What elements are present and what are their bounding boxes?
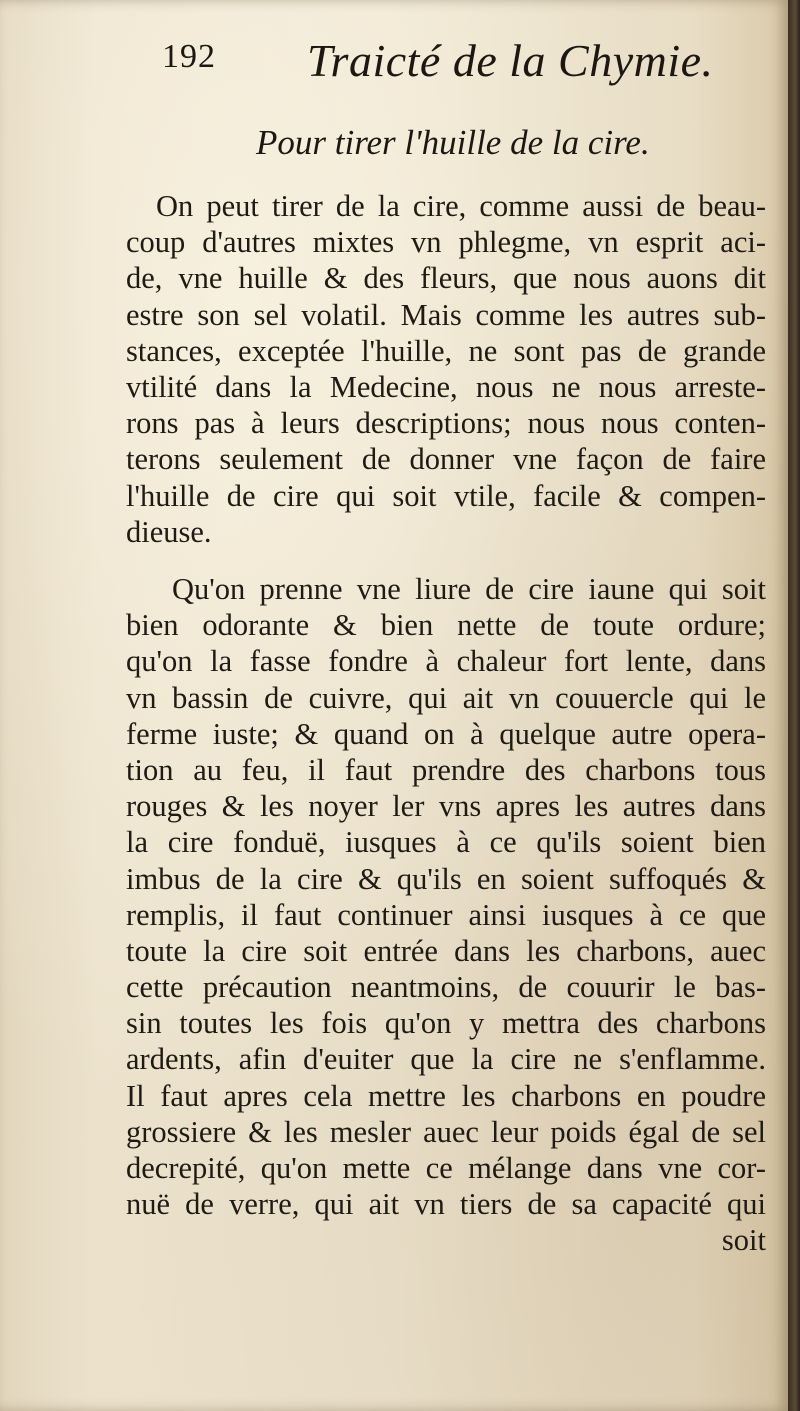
- text-line: l'huille de cire qui soit vtile, facile & compen-: [126, 478, 766, 513]
- text-line: stances, exceptée l'huille, ne sont pas de grande: [126, 333, 766, 368]
- text-line: estre son sel volatil. Mais comme les autres sub-: [126, 297, 766, 332]
- text-line: decrepité, qu'on mette ce mélange dans vne cor-: [126, 1151, 766, 1185]
- text-line: tion au feu, il faut prendre des charbons tous: [126, 752, 766, 787]
- text-line: remplis, il faut continuer ainsi iusques à ce que: [126, 897, 766, 932]
- text-line: toute la cire soit entrée dans les charbons, auec: [126, 933, 766, 968]
- text-line: grossiere & les mesler auec leur poids égal de sel: [126, 1114, 766, 1149]
- text-line: terons seulement de donner vne façon de faire: [126, 442, 766, 477]
- paragraph-2: [126, 571, 766, 1259]
- text-line: ferme iuste; & quand on à quelque autre opera-: [126, 716, 766, 751]
- text-line: de, vne huille & des fleurs, que nous auons dit: [126, 261, 766, 296]
- text-line: rons pas à leurs descriptions; nous nous conten-: [126, 406, 766, 441]
- text-line: ardents, afin d'euiter que la cire ne s'enflamme.: [126, 1042, 766, 1077]
- text-line: qu'on la fasse fondre à chaleur fort lente, dans: [126, 644, 766, 679]
- text-line: Qu'on prenne vne liure de cire iaune qui soit: [172, 572, 766, 606]
- text-line: coup d'autres mixtes vn phlegme, vn esprit aci-: [126, 225, 766, 260]
- text-line: Il faut apres cela mettre les charbons en poudre: [126, 1078, 766, 1113]
- running-head: [162, 34, 714, 94]
- text-line: bien odorante & bien nette de toute ordure;: [126, 608, 766, 643]
- text-line: vtilité dans la Medecine, nous ne nous arreste-: [126, 369, 766, 404]
- text-line: la cire fonduë, iusques à ce qu'ils soient bien: [126, 825, 766, 860]
- paragraph-1: [126, 188, 766, 550]
- catchword: soit: [721, 1223, 766, 1258]
- text-line: vn bassin de cuivre, qui ait vn couuercle qui le: [126, 680, 766, 715]
- running-title: Traicté de la Chymie.: [307, 35, 714, 86]
- page-edge: [788, 0, 800, 1411]
- section-heading: Pour tirer l'huille de la cire.: [256, 123, 650, 162]
- text-line: sin toutes les fois qu'on y mettra des charbons: [126, 1006, 766, 1041]
- text-line: rouges & les noyer ler vns apres les autres dans: [126, 789, 766, 824]
- text-line: imbus de la cire & qu'ils en soient suffoqués &: [126, 861, 766, 896]
- text-line: nuë de verre, qui ait vn tiers de sa capacité qui: [126, 1187, 766, 1222]
- text-line: dieuse.: [126, 514, 212, 549]
- text-line: cette précaution neantmoins, de couurir le bas-: [126, 970, 766, 1005]
- page-number: 192: [162, 38, 216, 75]
- text-line: On peut tirer de la cire, comme aussi de beau-: [156, 189, 766, 223]
